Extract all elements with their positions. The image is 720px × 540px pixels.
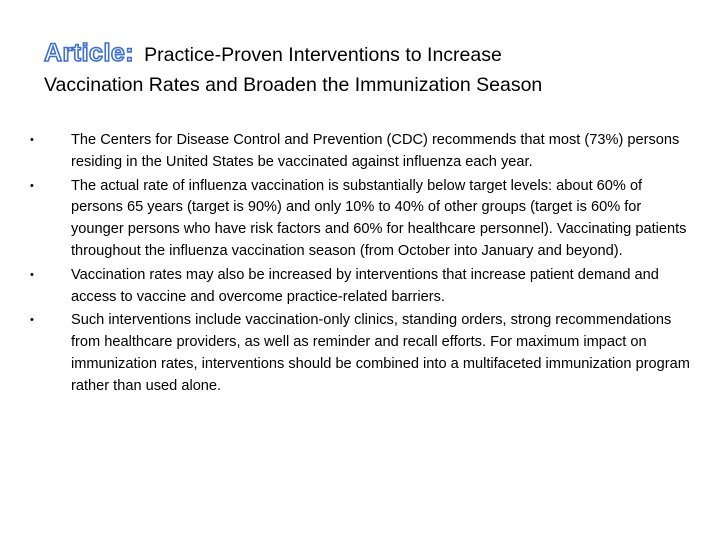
bullet-text: The actual rate of influenza vaccination is substantially below target levels: about 60% of persons 65 years (target is 90%) and only 10% to 40% of other groups (target is 60% for younger persons who have risk factors and 60% for healthcare personnel). Vaccinating patients throughout the influenza vaccination season (from October into January and beyond). bbox=[71, 177, 687, 259]
title-line-1 bbox=[44, 38, 694, 70]
bullet-item bbox=[30, 265, 690, 309]
bullet-icon: • bbox=[30, 314, 34, 327]
bullet-icon: • bbox=[30, 179, 34, 192]
title-line-2: Vaccination Rates and Broaden the Immunization Season bbox=[44, 74, 543, 96]
bullet-icon: • bbox=[30, 268, 34, 281]
bullet-list bbox=[30, 130, 690, 400]
bullet-item bbox=[30, 310, 690, 397]
bullet-text: Such interventions include vaccination-only clinics, standing orders, strong recommendations from healthcare providers, as well as reminder and recall efforts. For maximum impact on immunization rates, interventions should be combined into a multifaceted immunization program rather than used alone. bbox=[71, 312, 690, 394]
bullet-icon: • bbox=[30, 134, 34, 146]
bullet-item bbox=[30, 176, 690, 263]
page-title bbox=[44, 38, 694, 100]
bullet-text: Vaccination rates may also be increased by interventions that increase patient demand and access to vaccine and overcome practice-related barriers. bbox=[71, 266, 659, 305]
article-label: Article: bbox=[44, 39, 135, 67]
bullet-text: The Centers for Disease Control and Prevention (CDC) recommends that most (73%) persons residing in the United States be vaccinated against influenza each year. bbox=[71, 132, 680, 170]
title-text-1: Practice-Proven Interventions to Increase bbox=[144, 44, 502, 66]
bullet-item bbox=[30, 130, 690, 174]
